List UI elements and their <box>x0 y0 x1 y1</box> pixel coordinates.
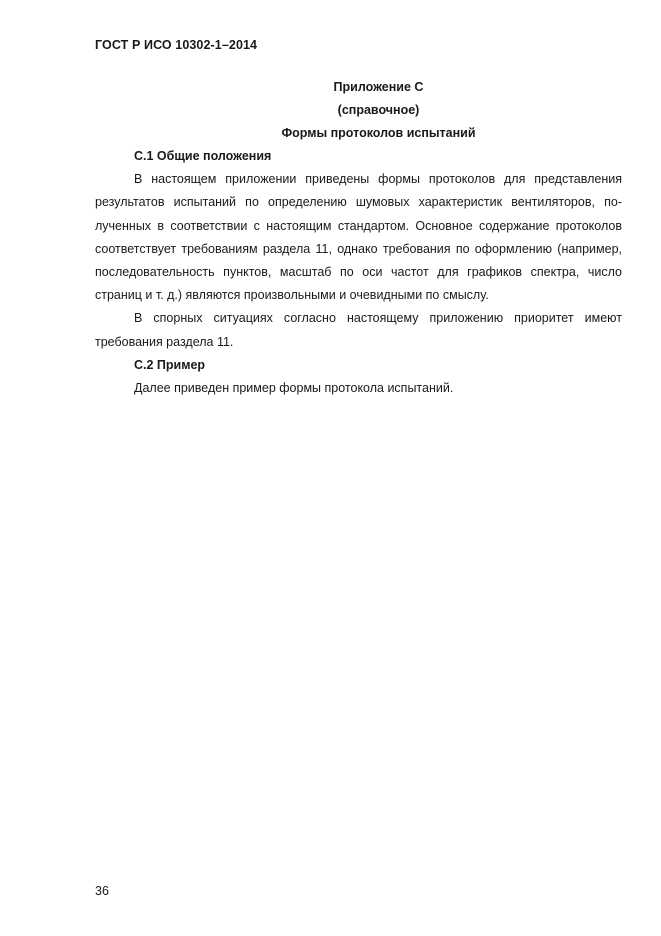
paragraph-c1-1: В настоящем приложении приведены формы протоколов для представления результатов испытаний по определению шумовых характеристик вентиляторов, полученных в соответствии с настоящим стандартом. Основное содержание протоколов соответствует требованиям раздела 11, однако требования по оформлению (например, последовательность пунктов, масштаб по оси частот для графиков спектра, число страниц и т. д.) являются произвольными и очевидными по смыслу. <box>95 172 622 303</box>
annex-name: Формы протоколов испытаний <box>281 126 476 140</box>
document-code: ГОСТ Р ИСО 10302-1–2014 <box>95 38 258 52</box>
section-heading-c2: С.2 Пример <box>134 357 206 372</box>
paragraph-c1-2: В спорных ситуациях согласно настоящему приложению приоритет имеют требования раздела 11. <box>95 311 622 349</box>
paragraph-c2-1: Далее приведен пример формы протокола испытаний. <box>134 381 454 396</box>
annex-title: Приложение С <box>333 80 424 94</box>
page-number: 36 <box>95 884 109 898</box>
document-body <box>95 145 622 400</box>
annex-type: (справочное) <box>337 103 420 117</box>
section-heading-c1: С.1 Общие положения <box>134 149 272 163</box>
